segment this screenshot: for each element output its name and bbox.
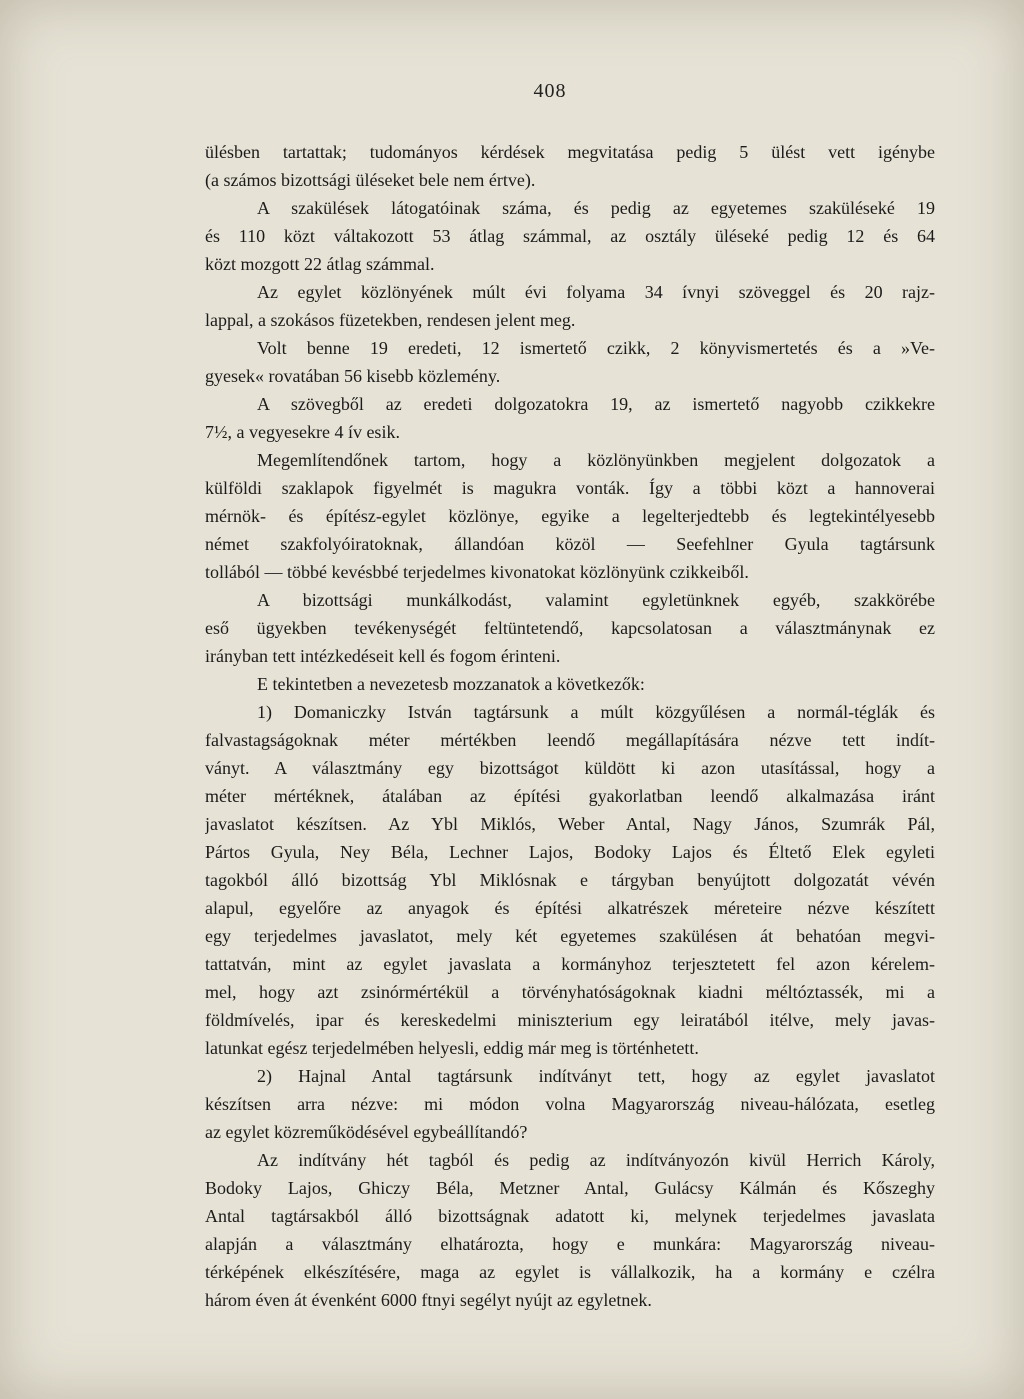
text-line: és 110 közt váltakozott 53 átlag számmal, az osztály üléseké pedig 12 és 64 bbox=[205, 226, 935, 246]
text-line: ványt. A választmány egy bizottságot küldött ki azon utasítással, hogy a bbox=[205, 758, 935, 778]
text-line: Az egylet közlönyének múlt évi folyama 34 ívnyi szöveggel és 20 rajz- bbox=[257, 282, 935, 302]
text-line: alapján a választmány elhatározta, hogy e munkára: Magyarország niveau- bbox=[205, 1234, 935, 1254]
text-line: földmívelés, ipar és kereskedelmi miniszterium egy leiratából itélve, mely javas- bbox=[205, 1010, 935, 1030]
text-line: 1) Domaniczky István tagtársunk a múlt közgyűlésen a normál-téglák és bbox=[257, 702, 935, 722]
text-line: térképének elkészítésére, maga az egylet is vállalkozik, ha a kormány e czélra bbox=[205, 1262, 935, 1282]
text-line: külföldi szaklapok figyelmét is magukra vonták. Így a többi közt a hannoverai bbox=[205, 478, 935, 498]
text-line: Az indítvány hét tagból és pedig az indítványozón kivül Herrich Károly, bbox=[257, 1150, 935, 1170]
text-line: tollából — többé kevésbbé terjedelmes kivonatokat közlönyünk czikkeiből. bbox=[205, 562, 749, 582]
text-line: irányban tett intézkedéseit kell és fogom érinteni. bbox=[205, 646, 561, 666]
text-line: készítsen arra nézve: mi módon volna Magyarország niveau-hálózata, esetleg bbox=[205, 1094, 935, 1114]
text-line: méter mértéknek, átalában az építési gyakorlatban leendő alkalmazása iránt bbox=[205, 786, 935, 806]
text-line: alapul, egyelőre az anyagok és építési alkatrészek méreteire nézve készített bbox=[205, 898, 935, 918]
text-line: 7½, a vegyesekre 4 ív esik. bbox=[205, 422, 400, 442]
text-line: 2) Hajnal Antal tagtársunk indítványt tett, hogy az egylet javaslatot bbox=[257, 1066, 935, 1086]
body-text bbox=[205, 138, 935, 1314]
text-line: lappal, a szokásos füzetekben, rendesen jelent meg. bbox=[205, 310, 576, 330]
text-line: Megemlítendőnek tartom, hogy a közlönyünkben megjelent dolgozatok a bbox=[257, 450, 935, 470]
text-line: az egylet közreműködésével egybeállítandó? bbox=[205, 1122, 528, 1142]
text-line: Bodoky Lajos, Ghiczy Béla, Metzner Antal, Gulácsy Kálmán és Kőszeghy bbox=[205, 1178, 935, 1198]
text-line: ülésben tartattak; tudományos kérdések megvitatása pedig 5 ülést vett igénybe bbox=[205, 142, 935, 162]
text-line: német szakfolyóiratoknak, állandóan közöl — Seefehlner Gyula tagtársunk bbox=[205, 534, 935, 554]
text-line: közt mozgott 22 átlag számmal. bbox=[205, 254, 435, 274]
text-line: mel, hogy azt zsinórmértékül a törvényhatóságoknak kiadni méltóztassék, mi a bbox=[205, 982, 935, 1002]
text-line: három éven át évenként 6000 ftnyi segélyt nyújt az egyletnek. bbox=[205, 1290, 652, 1310]
text-line: mérnök- és építész-egylet közlönye, egyike a legelterjedtebb és legtekintélyesebb bbox=[205, 506, 935, 526]
text-line: falvastagságoknak méter mértékben leendő megállapítására nézve tett indít- bbox=[205, 730, 935, 750]
text-line: tattatván, mint az egylet javaslata a kormányhoz terjesztetett fel azon kérelem- bbox=[205, 954, 935, 974]
text-line: A bizottsági munkálkodást, valamint egyletünknek egyéb, szakkörébe bbox=[257, 590, 935, 610]
text-line: javaslatot készítsen. Az Ybl Miklós, Weber Antal, Nagy János, Szumrák Pál, bbox=[205, 814, 935, 834]
text-line: (a számos bizottsági üléseket bele nem értve). bbox=[205, 170, 536, 190]
text-line: Pártos Gyula, Ney Béla, Lechner Lajos, Bodoky Lajos és Éltető Elek egyleti bbox=[205, 842, 935, 862]
text-line: E tekintetben a nevezetesb mozzanatok a következők: bbox=[257, 674, 645, 694]
page-number-text: 408 bbox=[533, 80, 567, 102]
text-line: A szakülések látogatóinak száma, és pedig az egyetemes szaküléseké 19 bbox=[257, 198, 935, 218]
text-line: latunkat egész terjedelmében helyesli, eddig már meg is történhetett. bbox=[205, 1038, 699, 1058]
text-line: egy terjedelmes javaslatot, mely két egyetemes szakülésen át behatóan megvi- bbox=[205, 926, 935, 946]
text-line: Antal tagtársakból álló bizottságnak adatott ki, melynek terjedelmes javaslata bbox=[205, 1206, 935, 1226]
page-number bbox=[0, 80, 1024, 103]
text-line: eső ügyekben tevékenységét feltüntetendő, kapcsolatosan a választmánynak ez bbox=[205, 618, 935, 638]
text-line: tagokból álló bizottság Ybl Miklósnak e tárgyban benyújtott dolgozatát vévén bbox=[205, 870, 935, 890]
text-line: gyesek« rovatában 56 kisebb közlemény. bbox=[205, 366, 501, 386]
text-line: Volt benne 19 eredeti, 12 ismertető czikk, 2 könyvismertetés és a »Ve- bbox=[257, 338, 935, 358]
text-line: A szövegből az eredeti dolgozatokra 19, az ismertető nagyobb czikkekre bbox=[257, 394, 935, 414]
